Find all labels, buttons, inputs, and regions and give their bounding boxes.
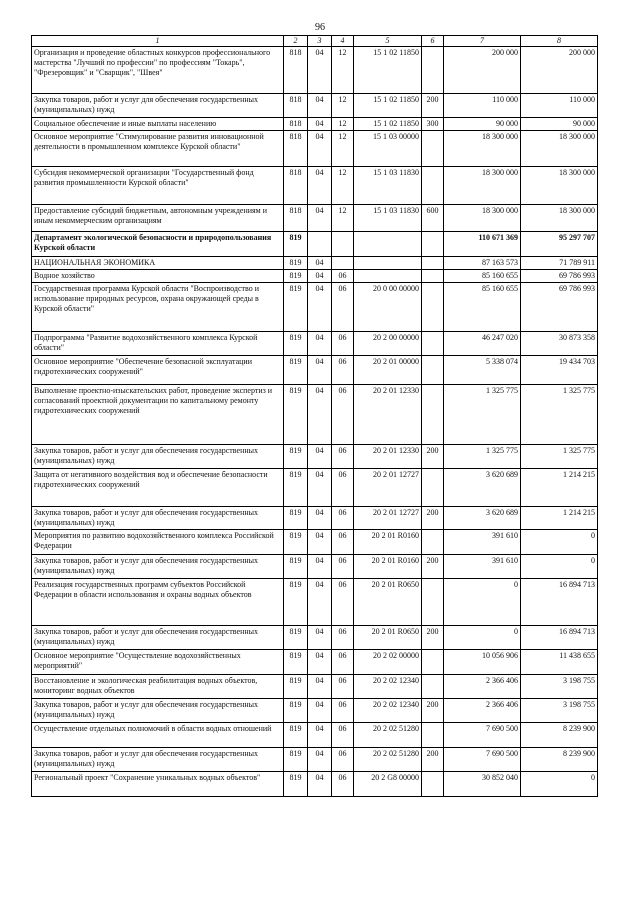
item-amount-year-1: 2 366 406: [444, 699, 521, 723]
item-name: Закупка товаров, работ и услуг для обеспечения государственных (муниципальных) нужд: [32, 555, 284, 579]
item-name: Водное хозяйство: [32, 270, 284, 283]
item-grbs-code: 819: [284, 270, 308, 283]
item-expense-type: 300: [422, 118, 444, 131]
item-grbs-code: 819: [284, 356, 308, 385]
column-number-row: [32, 36, 598, 47]
item-name: Основное мероприятие "Стимулирование развития инновационной деятельности в промышленном комплексе Курской области": [32, 131, 284, 167]
item-section-code: 04: [308, 579, 332, 626]
item-section-code: 04: [308, 675, 332, 699]
item-section-code: 04: [308, 530, 332, 555]
item-expense-type: 600: [422, 205, 444, 232]
column-header: 1: [32, 36, 284, 47]
item-amount-year-2: 1 325 775: [521, 445, 598, 469]
item-amount-year-2: 1 214 215: [521, 507, 598, 530]
item-amount-year-2: 8 239 900: [521, 723, 598, 748]
item-target-article: 20 2 G8 00000: [354, 772, 422, 797]
item-section-code: 04: [308, 555, 332, 579]
item-amount-year-1: 85 160 655: [444, 283, 521, 332]
item-section-code: 04: [308, 626, 332, 650]
item-subsection-code: 12: [332, 167, 354, 205]
item-amount-year-2: 18 300 000: [521, 167, 598, 205]
item-subsection-code: 06: [332, 579, 354, 626]
item-grbs-code: 818: [284, 94, 308, 118]
column-header: 4: [332, 36, 354, 47]
item-section-code: 04: [308, 650, 332, 675]
item-subsection-code: 06: [332, 385, 354, 445]
item-subsection-code: 06: [332, 469, 354, 507]
item-grbs-code: 819: [284, 626, 308, 650]
item-subsection-code: 06: [332, 507, 354, 530]
item-name: Организация и проведение областных конкурсов профессионального мастерства "Лучший по профессии" по профессиям "Токарь", "Фрезеровщик" и "Сварщик", "Швея": [32, 47, 284, 94]
item-amount-year-1: 10 056 906: [444, 650, 521, 675]
item-target-article: 20 0 00 00000: [354, 283, 422, 332]
table-row: [32, 118, 598, 131]
item-name: Социальное обеспечение и иные выплаты населению: [32, 118, 284, 131]
item-target-article: 15 1 02 11850: [354, 94, 422, 118]
item-section-code: 04: [308, 257, 332, 270]
item-name: Защита от негативного воздействия вод и обеспечение безопасности гидротехнических сооружений: [32, 469, 284, 507]
item-amount-year-2: 16 894 713: [521, 579, 598, 626]
table-row: [32, 579, 598, 626]
item-target-article: [354, 232, 422, 257]
item-section-code: 04: [308, 748, 332, 772]
item-amount-year-1: 5 338 074: [444, 356, 521, 385]
item-amount-year-1: 30 852 040: [444, 772, 521, 797]
item-amount-year-2: 200 000: [521, 47, 598, 94]
column-header: 3: [308, 36, 332, 47]
item-name: Подпрограмма "Развитие водохозяйственного комплекса Курской области": [32, 332, 284, 356]
item-expense-type: [422, 675, 444, 699]
item-expense-type: [422, 47, 444, 94]
item-expense-type: 200: [422, 445, 444, 469]
table-row: [32, 131, 598, 167]
item-target-article: 20 2 02 12340: [354, 675, 422, 699]
item-expense-type: [422, 257, 444, 270]
item-expense-type: [422, 579, 444, 626]
table-row: [32, 283, 598, 332]
item-section-code: 04: [308, 723, 332, 748]
item-grbs-code: 819: [284, 332, 308, 356]
item-amount-year-1: 7 690 500: [444, 723, 521, 748]
item-amount-year-1: 18 300 000: [444, 205, 521, 232]
table-row: [32, 699, 598, 723]
item-amount-year-1: 3 620 689: [444, 469, 521, 507]
item-amount-year-2: 0: [521, 555, 598, 579]
item-name: Закупка товаров, работ и услуг для обеспечения государственных (муниципальных) нужд: [32, 699, 284, 723]
item-name: Мероприятия по развитию водохозяйственного комплекса Российской Федерации: [32, 530, 284, 555]
table-row: [32, 469, 598, 507]
item-section-code: 04: [308, 772, 332, 797]
item-amount-year-1: 87 163 573: [444, 257, 521, 270]
item-grbs-code: 819: [284, 469, 308, 507]
item-amount-year-2: 95 297 707: [521, 232, 598, 257]
item-amount-year-2: 18 300 000: [521, 131, 598, 167]
table-row: [32, 507, 598, 530]
item-grbs-code: 819: [284, 555, 308, 579]
item-amount-year-2: 69 786 993: [521, 270, 598, 283]
item-amount-year-2: 16 894 713: [521, 626, 598, 650]
table-row: [32, 205, 598, 232]
item-name: Осуществление отдельных полномочий в области водных отношений: [32, 723, 284, 748]
item-section-code: 04: [308, 507, 332, 530]
item-amount-year-1: 110 671 369: [444, 232, 521, 257]
item-amount-year-2: 8 239 900: [521, 748, 598, 772]
item-subsection-code: [332, 257, 354, 270]
item-subsection-code: [332, 232, 354, 257]
item-amount-year-2: 1 214 215: [521, 469, 598, 507]
item-section-code: 04: [308, 167, 332, 205]
item-amount-year-2: 19 434 703: [521, 356, 598, 385]
table-row: [32, 555, 598, 579]
item-name: Субсидия некоммерческой организации "Государственный фонд развития промышленности Курской области": [32, 167, 284, 205]
item-target-article: 20 2 02 51280: [354, 748, 422, 772]
item-target-article: 20 2 02 00000: [354, 650, 422, 675]
column-header: 6: [422, 36, 444, 47]
item-grbs-code: 819: [284, 445, 308, 469]
item-section-code: 04: [308, 270, 332, 283]
item-expense-type: [422, 650, 444, 675]
item-subsection-code: 12: [332, 205, 354, 232]
item-name: Восстановление и экологическая реабилитация водных объектов, мониторинг водных объектов: [32, 675, 284, 699]
item-amount-year-2: 11 438 655: [521, 650, 598, 675]
item-subsection-code: 12: [332, 118, 354, 131]
item-name: Выполнение проектно-изыскательских работ, проведение экспертиз и согласований проектной документации по капитальному ремонту гидротехнических сооружений: [32, 385, 284, 445]
item-target-article: 20 2 01 12330: [354, 445, 422, 469]
item-target-article: [354, 270, 422, 283]
table-row: [32, 772, 598, 797]
page-number: 96: [315, 22, 325, 33]
table-row: [32, 232, 598, 257]
item-name: Закупка товаров, работ и услуг для обеспечения государственных (муниципальных) нужд: [32, 626, 284, 650]
column-header: 2: [284, 36, 308, 47]
item-expense-type: [422, 385, 444, 445]
item-expense-type: 200: [422, 94, 444, 118]
item-target-article: 20 2 01 R0160: [354, 530, 422, 555]
item-subsection-code: 06: [332, 530, 354, 555]
item-amount-year-1: 18 300 000: [444, 167, 521, 205]
item-amount-year-2: 1 325 775: [521, 385, 598, 445]
column-header: 5: [354, 36, 422, 47]
item-subsection-code: 12: [332, 94, 354, 118]
item-section-code: 04: [308, 469, 332, 507]
item-expense-type: 200: [422, 507, 444, 530]
item-amount-year-1: 0: [444, 626, 521, 650]
table-row: [32, 530, 598, 555]
item-expense-type: [422, 332, 444, 356]
item-grbs-code: 819: [284, 699, 308, 723]
table-row: [32, 270, 598, 283]
item-amount-year-1: 0: [444, 579, 521, 626]
item-target-article: 15 1 02 11850: [354, 118, 422, 131]
item-target-article: 20 2 00 00000: [354, 332, 422, 356]
item-expense-type: 200: [422, 555, 444, 579]
table-row: [32, 748, 598, 772]
item-target-article: 20 2 01 R0650: [354, 626, 422, 650]
item-target-article: 15 1 03 00000: [354, 131, 422, 167]
table-row: [32, 257, 598, 270]
item-grbs-code: 819: [284, 650, 308, 675]
item-amount-year-2: 0: [521, 772, 598, 797]
item-name: Предоставление субсидий бюджетным, автономным учреждениям и иным некоммерческим организациям: [32, 205, 284, 232]
item-amount-year-1: 391 610: [444, 555, 521, 579]
item-grbs-code: 819: [284, 507, 308, 530]
table-row: [32, 650, 598, 675]
item-amount-year-1: 7 690 500: [444, 748, 521, 772]
item-expense-type: [422, 530, 444, 555]
table-row: [32, 47, 598, 94]
item-grbs-code: 818: [284, 205, 308, 232]
item-amount-year-2: 0: [521, 530, 598, 555]
item-subsection-code: 06: [332, 270, 354, 283]
table-row: [32, 675, 598, 699]
item-section-code: 04: [308, 356, 332, 385]
column-header: 8: [521, 36, 598, 47]
item-amount-year-1: 90 000: [444, 118, 521, 131]
item-expense-type: [422, 167, 444, 205]
item-expense-type: [422, 356, 444, 385]
item-expense-type: [422, 723, 444, 748]
item-name: Департамент экологической безопасности и природопользования Курской области: [32, 232, 284, 257]
item-section-code: [308, 232, 332, 257]
item-amount-year-1: 85 160 655: [444, 270, 521, 283]
item-subsection-code: 06: [332, 675, 354, 699]
item-amount-year-1: 18 300 000: [444, 131, 521, 167]
item-subsection-code: 06: [332, 356, 354, 385]
table-row: [32, 723, 598, 748]
item-target-article: 20 2 01 R0650: [354, 579, 422, 626]
item-amount-year-1: 391 610: [444, 530, 521, 555]
item-section-code: 04: [308, 118, 332, 131]
item-name: Основное мероприятие "Обеспечение безопасной эксплуатации гидротехнических сооружений": [32, 356, 284, 385]
item-grbs-code: 819: [284, 257, 308, 270]
item-subsection-code: 06: [332, 723, 354, 748]
item-target-article: 20 2 01 12727: [354, 469, 422, 507]
item-expense-type: [422, 283, 444, 332]
item-amount-year-2: 3 198 755: [521, 675, 598, 699]
item-amount-year-2: 110 000: [521, 94, 598, 118]
item-grbs-code: 819: [284, 579, 308, 626]
item-target-article: 15 1 03 11830: [354, 205, 422, 232]
item-section-code: 04: [308, 699, 332, 723]
item-target-article: 20 2 01 12330: [354, 385, 422, 445]
item-subsection-code: 12: [332, 47, 354, 94]
item-grbs-code: 819: [284, 772, 308, 797]
item-name: Основное мероприятие "Осуществление водохозяйственных мероприятий": [32, 650, 284, 675]
item-section-code: 04: [308, 385, 332, 445]
item-expense-type: 200: [422, 626, 444, 650]
table-row: [32, 445, 598, 469]
item-subsection-code: 06: [332, 650, 354, 675]
item-subsection-code: 06: [332, 772, 354, 797]
table-row: [32, 385, 598, 445]
item-name: Закупка товаров, работ и услуг для обеспечения государственных (муниципальных) нужд: [32, 94, 284, 118]
item-subsection-code: 06: [332, 445, 354, 469]
item-section-code: 04: [308, 445, 332, 469]
item-amount-year-1: 110 000: [444, 94, 521, 118]
item-subsection-code: 06: [332, 555, 354, 579]
table-body: [32, 47, 598, 797]
item-grbs-code: 818: [284, 118, 308, 131]
item-grbs-code: 818: [284, 131, 308, 167]
item-amount-year-1: 1 325 775: [444, 385, 521, 445]
item-subsection-code: 12: [332, 131, 354, 167]
item-target-article: 20 2 01 R0160: [354, 555, 422, 579]
item-amount-year-1: 1 325 775: [444, 445, 521, 469]
item-expense-type: [422, 131, 444, 167]
item-grbs-code: 819: [284, 723, 308, 748]
item-amount-year-2: 71 789 911: [521, 257, 598, 270]
item-subsection-code: 06: [332, 283, 354, 332]
item-section-code: 04: [308, 94, 332, 118]
item-expense-type: 200: [422, 748, 444, 772]
item-subsection-code: 06: [332, 332, 354, 356]
item-target-article: 20 2 01 00000: [354, 356, 422, 385]
item-grbs-code: 819: [284, 530, 308, 555]
item-amount-year-2: 30 873 358: [521, 332, 598, 356]
item-target-article: 15 1 02 11850: [354, 47, 422, 94]
item-target-article: 20 2 02 51280: [354, 723, 422, 748]
item-grbs-code: 819: [284, 748, 308, 772]
item-section-code: 04: [308, 47, 332, 94]
item-amount-year-2: 18 300 000: [521, 205, 598, 232]
table-row: [32, 356, 598, 385]
table-row: [32, 332, 598, 356]
item-section-code: 04: [308, 131, 332, 167]
column-header: 7: [444, 36, 521, 47]
item-expense-type: 200: [422, 699, 444, 723]
item-name: Закупка товаров, работ и услуг для обеспечения государственных (муниципальных) нужд: [32, 507, 284, 530]
item-amount-year-1: 46 247 020: [444, 332, 521, 356]
item-name: Закупка товаров, работ и услуг для обеспечения государственных (муниципальных) нужд: [32, 445, 284, 469]
item-amount-year-2: 3 198 755: [521, 699, 598, 723]
item-grbs-code: 819: [284, 675, 308, 699]
item-amount-year-1: 3 620 689: [444, 507, 521, 530]
item-section-code: 04: [308, 332, 332, 356]
item-target-article: 15 1 03 11830: [354, 167, 422, 205]
item-subsection-code: 06: [332, 748, 354, 772]
item-subsection-code: 06: [332, 699, 354, 723]
item-grbs-code: 819: [284, 283, 308, 332]
item-name: Государственная программа Курской области "Воспроизводство и использование природных ресурсов, охрана окружающей среды в Курской области": [32, 283, 284, 332]
item-grbs-code: 818: [284, 167, 308, 205]
item-name: Региональный проект "Сохранение уникальных водных объектов": [32, 772, 284, 797]
item-section-code: 04: [308, 205, 332, 232]
item-name: НАЦИОНАЛЬНАЯ ЭКОНОМИКА: [32, 257, 284, 270]
item-amount-year-1: 200 000: [444, 47, 521, 94]
item-subsection-code: 06: [332, 626, 354, 650]
table-row: [32, 94, 598, 118]
item-section-code: 04: [308, 283, 332, 332]
item-amount-year-1: 2 366 406: [444, 675, 521, 699]
item-grbs-code: 819: [284, 232, 308, 257]
item-target-article: 20 2 01 12727: [354, 507, 422, 530]
item-grbs-code: 819: [284, 385, 308, 445]
item-expense-type: [422, 772, 444, 797]
item-grbs-code: 818: [284, 47, 308, 94]
item-expense-type: [422, 232, 444, 257]
item-amount-year-2: 90 000: [521, 118, 598, 131]
table-row: [32, 626, 598, 650]
item-name: Реализация государственных программ субъектов Российской Федерации в области использования и охраны водных объектов: [32, 579, 284, 626]
item-expense-type: [422, 469, 444, 507]
table-row: [32, 167, 598, 205]
item-amount-year-2: 69 786 993: [521, 283, 598, 332]
item-target-article: [354, 257, 422, 270]
item-name: Закупка товаров, работ и услуг для обеспечения государственных (муниципальных) нужд: [32, 748, 284, 772]
budget-table: [31, 35, 598, 797]
item-expense-type: [422, 270, 444, 283]
item-target-article: 20 2 02 12340: [354, 699, 422, 723]
